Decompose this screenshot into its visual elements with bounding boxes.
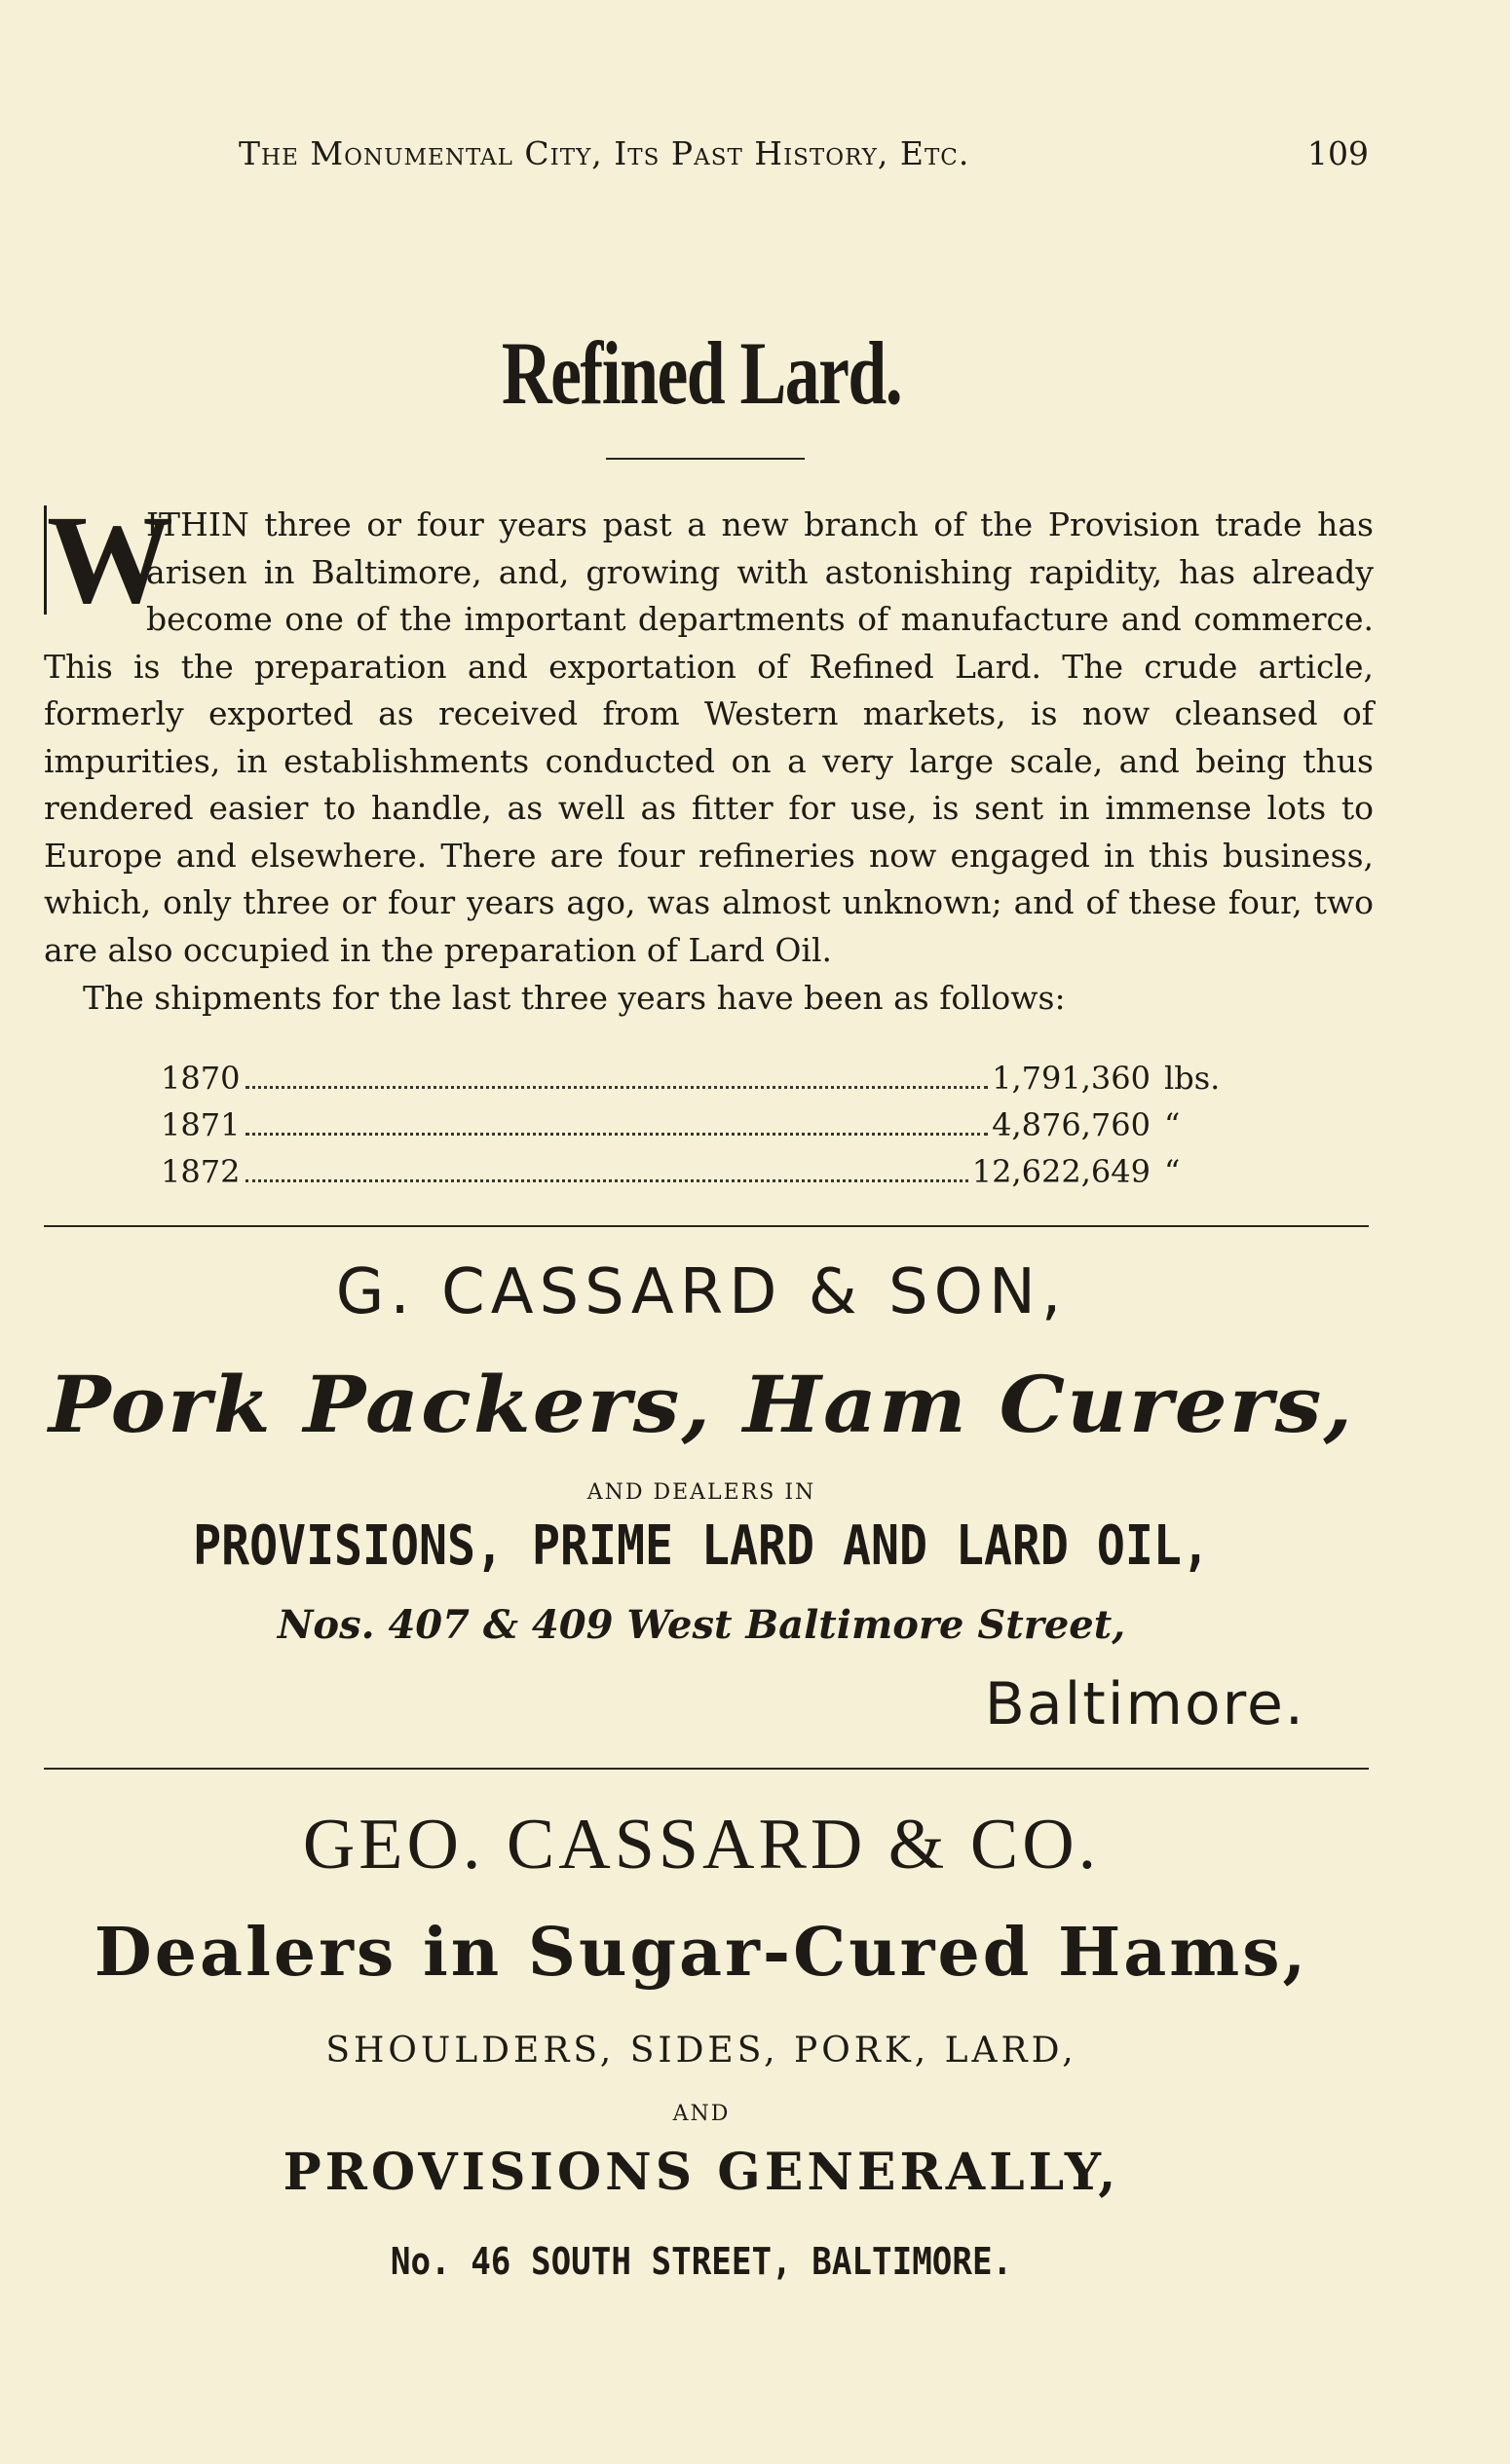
- shipment-row: [161, 1153, 1252, 1200]
- ad1-products: PROVISIONS, PRIME LARD AND LARD OIL,: [193, 1514, 1210, 1578]
- ad1-city: Baltimore.: [984, 1670, 1305, 1738]
- shipment-amount: 4,876,760: [992, 1106, 1151, 1143]
- shipments-intro: The shipments for the last three years have been as follows:: [83, 979, 1066, 1017]
- shipment-year: 1870: [161, 1060, 241, 1097]
- ad2-and: AND: [672, 2102, 731, 2126]
- dot-leader: [245, 1086, 988, 1089]
- ad2-provisions: PROVISIONS GENERALLY,: [283, 2143, 1120, 2202]
- shipment-year: 1871: [161, 1106, 241, 1143]
- section-divider: [44, 1768, 1369, 1770]
- ad1-dealers-in: AND DEALERS IN: [586, 1480, 816, 1505]
- shipment-year: 1872: [161, 1153, 241, 1190]
- shipment-row: [161, 1106, 1252, 1153]
- drop-cap: W: [44, 505, 136, 615]
- shipment-amount: 12,622,649: [971, 1153, 1151, 1190]
- ad2-address: No. 46 SOUTH STREET, BALTIMORE.: [390, 2240, 1013, 2283]
- title-rule: [606, 458, 805, 460]
- dot-leader: [245, 1133, 988, 1136]
- shipments-table: [161, 1060, 1252, 1200]
- ad1-trade: Pork Packers, Ham Curers,: [48, 1359, 1355, 1450]
- running-head: The Monumental City, Its Past History, Etc.: [239, 134, 970, 172]
- page-number: 109: [1307, 134, 1369, 172]
- ad1-address: Nos. 407 & 409 West Baltimore Street,: [277, 1602, 1126, 1648]
- article-title: Refined Lard.: [501, 323, 902, 423]
- ad1-company-name: G. CASSARD & SON,: [335, 1256, 1068, 1328]
- ad2-trade: Dealers in Sugar-Cured Hams,: [94, 1914, 1309, 1992]
- shipment-amount: 1,791,360: [992, 1060, 1151, 1097]
- shipment-row: [161, 1060, 1252, 1106]
- article-paragraph: ITHIN three or four years past a new branch of the Provision trade has arisen in Baltimore, and, growing with astonishing rapidity, has already become one of the important departments of manufacture and commerce. This is the preparation and exportation of Refined Lard. The crude article, formerly exported as received from Western markets, is now cleansed of impurities, in establishments conducted on a very large scale, and being thus rendered easier to handle, as well as fitter for use, is sent in immense lots to Europe and elsewhere. There are four refineries now engaged in this business, which, only three or four years ago, was almost unknown; and of these four, two are also occupied in the preparation of Lard Oil.: [44, 505, 1374, 969]
- dot-leader: [245, 1179, 967, 1182]
- shipment-unit: lbs.: [1164, 1060, 1221, 1097]
- ad2-goods: SHOULDERS, SIDES, PORK, LARD,: [325, 2031, 1077, 2071]
- page-header: [239, 134, 1369, 183]
- shipment-unit: “: [1164, 1106, 1181, 1143]
- shipment-unit: “: [1164, 1153, 1181, 1190]
- ad2-company-name: GEO. CASSARD & CO.: [302, 1805, 1101, 1885]
- article-body: [44, 490, 1374, 974]
- section-divider: [44, 1225, 1369, 1227]
